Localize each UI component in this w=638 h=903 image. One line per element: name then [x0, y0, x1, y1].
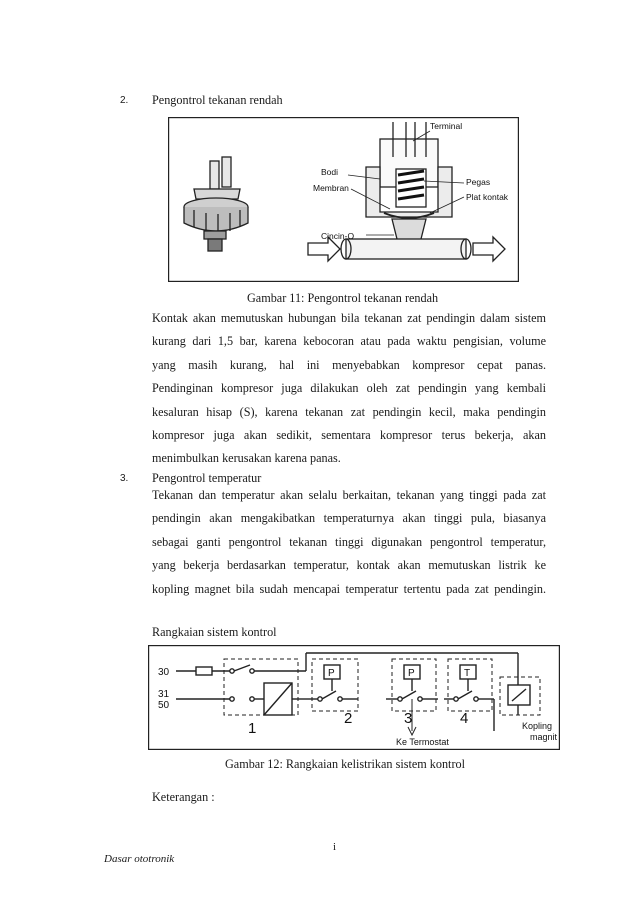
component-3-label: 3	[404, 710, 413, 727]
kopling-label: Kopling	[522, 721, 553, 731]
box-p1-label: P	[328, 668, 335, 679]
label-plat-kontak: Plat kontak	[466, 192, 509, 202]
section-number-3: 3.	[120, 473, 129, 484]
paragraph-line: Tekanan dan temperatur akan selalu berkaitan, tekanan yang tinggi pada zat	[152, 488, 546, 502]
terminal-31-label: 31	[158, 689, 170, 700]
paragraph-line: kompresor juga akan sedikit, sementara kompresor terus bekerja, akan	[152, 427, 546, 442]
figure-12-control-circuit	[148, 645, 560, 750]
page-number: i	[333, 841, 337, 853]
paragraph-line: kesaluran hisap (S), karena tekanan zat pendingin kecil, maka pendingin	[152, 404, 546, 419]
component-2-label: 2	[344, 710, 353, 727]
terminal-50-label: 50	[158, 700, 170, 711]
paragraph-line: kurang dari 1,5 bar, karena kebocoran atau pada waktu pengisian, volume	[152, 334, 546, 349]
paragraph-line: kopling magnet bila sudah mencapai temperatur tertentu pada zat pendingin.	[152, 581, 546, 596]
section-title-3: Pengontrol temperatur	[152, 471, 262, 485]
label-membran: Membran	[313, 183, 349, 193]
paragraph-line: sebagai ganti pengontrol tekanan tinggi digunakan pengontrol temperatur,	[152, 534, 546, 549]
figure-12-caption: Gambar 12: Rangkaian kelistrikan sistem kontrol	[225, 757, 465, 771]
circuit-subheading: Rangkaian sistem kontrol	[152, 625, 277, 639]
section-number-2: 2.	[120, 95, 129, 106]
component-1-label: 1	[248, 720, 257, 737]
paragraph-line: yang bekerja berdasarkan temperatur, kontak akan memutuskan listrik ke	[152, 558, 546, 573]
paragraph-line: Pendinginan kompresor juga dilakukan oleh zat pendingin yang kembali	[152, 381, 546, 396]
paragraph-line: menimbulkan kerusakan karena panas.	[152, 451, 341, 466]
section-title-2: Pengontrol tekanan rendah	[152, 93, 283, 107]
magnit-label: magnit	[530, 732, 558, 742]
label-pegas: Pegas	[466, 177, 491, 187]
terminal-30-label: 30	[158, 667, 170, 678]
section-2-paragraph	[152, 307, 546, 471]
label-terminal: Terminal	[430, 121, 463, 131]
figure-11-pressure-switch	[168, 117, 519, 282]
paragraph-line: pendingin akan mengakibatkan temperaturnya akan tinggi pula, biasanya	[152, 511, 546, 526]
figure-11-caption: Gambar 11: Pengontrol tekanan rendah	[247, 291, 439, 305]
component-4-label: 4	[460, 710, 469, 727]
box-t-label: T	[464, 668, 471, 679]
paragraph-line: yang masih kurang, hal ini menyebabkan kompresor cepat panas.	[152, 357, 546, 372]
label-bodi: Bodi	[321, 167, 339, 177]
box-p2-label: P	[408, 668, 415, 679]
ke-termostat-label: Ke Termostat	[396, 737, 449, 747]
keterangan-label: Keterangan :	[152, 790, 215, 804]
section-3-paragraph	[152, 484, 546, 601]
paragraph-line: Kontak akan memutuskan hubungan bila tekanan zat pendingin dalam sistem	[152, 311, 546, 325]
label-cincin-o: Cincin-O	[321, 231, 355, 241]
footer-title: Dasar ototronik	[104, 853, 175, 865]
